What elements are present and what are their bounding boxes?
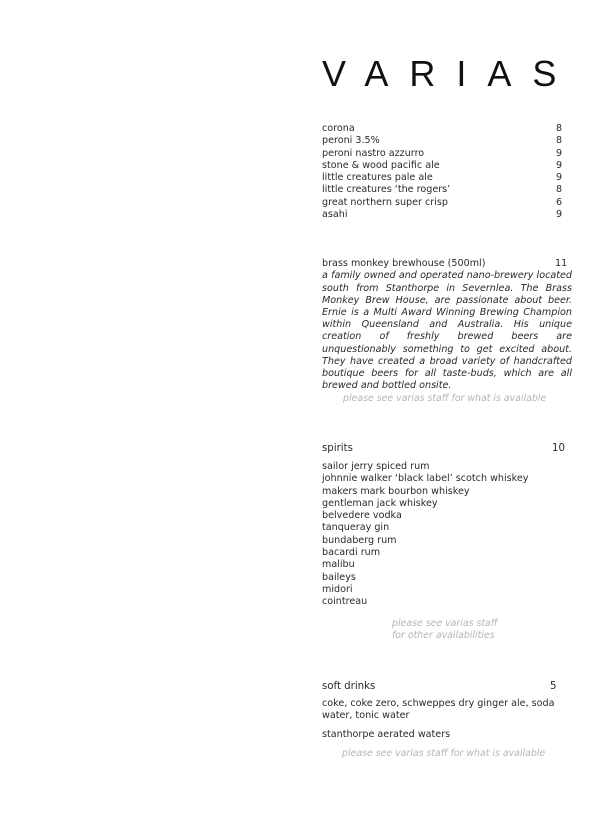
item-price: 9: [556, 172, 563, 184]
spirits-section: [322, 442, 572, 642]
menu-item: [322, 172, 572, 184]
item-name: stone & wood pacific ale: [322, 159, 440, 171]
menu-item: [322, 184, 572, 196]
soft-drinks-heading: [322, 680, 572, 693]
list-item: tanqueray gin: [322, 522, 390, 534]
menu-item: [322, 135, 572, 147]
brewhouse-note: please see varias staff for what is available: [343, 393, 547, 405]
list-item: baileys: [322, 571, 356, 583]
item-name: peroni 3.5%: [322, 135, 380, 147]
soft-drinks-section: [322, 680, 572, 760]
item-price: 9: [556, 209, 563, 221]
menu-item: [322, 148, 572, 160]
menu-item: [322, 160, 572, 172]
brewhouse-price: 11: [555, 258, 568, 269]
list-item: malibu: [322, 559, 355, 571]
spirits-heading: [322, 442, 572, 455]
list-item: makers mark bourbon whiskey: [322, 485, 470, 497]
list-item: sailor jerry spiced rum: [322, 461, 430, 472]
list-item: johnnie walker ‘black label’ scotch whiskey: [322, 473, 529, 485]
list-item: gentleman jack whiskey: [322, 497, 438, 509]
brewhouse-section: [322, 258, 572, 405]
item-name: asahi: [322, 209, 348, 221]
item-name: little creatures pale ale: [322, 172, 433, 184]
item-price: 6: [556, 196, 563, 208]
spirits-note-line1: please see varias staff: [392, 617, 498, 629]
soft-drinks-heading-label: soft drinks: [322, 681, 376, 692]
menu-item: [322, 197, 572, 209]
page-title: VARIAS: [322, 53, 578, 94]
menu-item: [322, 123, 572, 135]
list-item: midori: [322, 583, 353, 595]
item-price: 8: [556, 184, 563, 196]
brewhouse-description: a family owned and operated nano-brewery located south from Stanthorpe in Severnlea. The Brass Monkey Brew House, are passionate about beer. Ernie is a Multi Award Winning Brewing Champion within Queensland and Australia. His unique creation of freshly brewed beers are unquestionably something to get excited about. They have created a broad variety of handcrafted boutique beers for all taste-buds, which are all brewed and bottled onsite.: [322, 270, 572, 392]
item-price: 9: [556, 147, 563, 159]
soft-drinks-price: 5: [550, 681, 557, 692]
list-item: bundaberg rum: [322, 534, 397, 546]
item-price: 9: [556, 159, 563, 171]
item-price: 8: [556, 135, 563, 147]
list-item: belvedere vodka: [322, 510, 402, 522]
brewhouse-heading: [322, 258, 572, 270]
item-name: great northern super crisp: [322, 196, 448, 208]
item-price: 8: [556, 123, 563, 134]
soft-drinks-aerated: stanthorpe aerated waters: [322, 728, 451, 740]
spirits-price: 10: [552, 443, 565, 454]
item-name: little creatures ‘the rogers’: [322, 184, 451, 196]
spirits-heading-label: spirits: [322, 443, 353, 454]
soft-drinks-note: please see varias staff for what is available: [342, 747, 546, 759]
item-name: corona: [322, 123, 355, 134]
list-item: cointreau: [322, 596, 368, 608]
list-item: bacardi rum: [322, 547, 381, 559]
spirits-note-line2: for other availabilities: [392, 629, 495, 641]
item-name: peroni nastro azzurro: [322, 147, 425, 159]
menu-item: [322, 209, 572, 221]
brewhouse-name: brass monkey brewhouse (500ml): [322, 258, 486, 269]
beer-list: [322, 123, 572, 221]
soft-drinks-list: coke, coke zero, schweppes dry ginger ale, soda water, tonic water: [322, 698, 555, 722]
